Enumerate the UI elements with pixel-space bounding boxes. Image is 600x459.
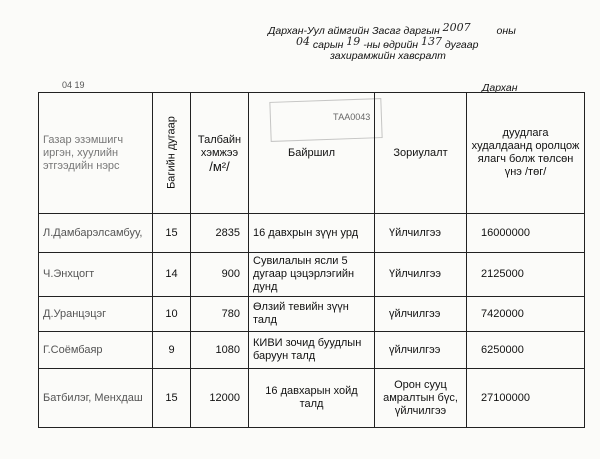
cell-owner: Ч.Энхцогт — [39, 253, 153, 297]
land-auction-table — [38, 92, 585, 428]
header-line-3: захирамжийн хавсралт — [330, 50, 446, 62]
col-header-owner: Газар эзэмшигч иргэн, хуулийн этгээдийн нэрс — [39, 93, 153, 214]
cell-purpose: үйлчилгээ — [375, 332, 467, 369]
cell-owner: Л.Дамбарэлсамбуу, — [39, 214, 153, 253]
cell-lot: 10 — [153, 297, 191, 332]
cell-price: 27100000 — [467, 369, 585, 428]
cell-price: 7420000 — [467, 297, 585, 332]
header-order-number: 137 — [420, 35, 442, 48]
col-header-location: Байршил — [249, 93, 375, 214]
table-row — [39, 253, 585, 297]
city-label: Дархан — [482, 82, 518, 94]
cell-area: 12000 — [191, 369, 249, 428]
header-year-label: оны — [496, 25, 516, 37]
cell-owner: Д.Уранцэцэг — [39, 297, 153, 332]
cell-location: Өлзий тевийн зүүн талд — [249, 297, 375, 332]
header-order-label: дугаар — [444, 39, 479, 51]
col-header-lot-number: Багийн дугаар — [153, 93, 191, 214]
cell-area: 2835 — [191, 214, 249, 253]
cell-owner: Г.Соёмбаяр — [39, 332, 153, 369]
header-prefix: Дархан-Уул аймгийн Засаг даргын — [268, 25, 440, 37]
table-row — [39, 214, 585, 253]
document-number: 04 19 — [62, 80, 85, 90]
cell-area: 900 — [191, 253, 249, 297]
cell-lot: 14 — [153, 253, 191, 297]
header-day-label: -ны өдрийн — [363, 39, 419, 51]
area-unit: /м²/ — [209, 158, 230, 174]
cell-location: 16 давхарын хойд талд — [249, 369, 375, 428]
header-month: 04 — [296, 35, 310, 48]
cell-price: 16000000 — [467, 214, 585, 253]
cell-purpose: Үйлчилгээ — [375, 214, 467, 253]
cell-area: 780 — [191, 297, 249, 332]
stamp-text: ТАА0043 — [333, 112, 371, 122]
col-header-area: Талбайн хэмжээ /м²/ — [191, 93, 249, 214]
cell-lot: 15 — [153, 214, 191, 253]
cell-location: Сувилалын ясли 5 дугаар цэцэрлэгийн дунд — [249, 253, 375, 297]
cell-price: 6250000 — [467, 332, 585, 369]
col-header-price: дуудлага худалдаанд оролцож ялагч болж төлсөн үнэ /төг/ — [467, 93, 585, 214]
cell-location: 16 давхрын зүүн урд — [249, 214, 375, 253]
cell-owner: Батбилэг, Менхдаш — [39, 369, 153, 428]
cell-area: 1080 — [191, 332, 249, 369]
table-header-row — [39, 93, 585, 214]
cell-lot: 15 — [153, 369, 191, 428]
table-row — [39, 297, 585, 332]
cell-purpose: үйлчилгээ — [375, 297, 467, 332]
table-row — [39, 332, 585, 369]
cell-purpose: Орон сууц амралтын бүс, үйлчилгээ — [375, 369, 467, 428]
col-header-purpose: Зориулалт — [375, 93, 467, 214]
cell-price: 2125000 — [467, 253, 585, 297]
table-row — [39, 369, 585, 428]
header-month-label: сарын — [312, 39, 344, 51]
header-year: 2007 — [442, 21, 471, 34]
cell-lot: 9 — [153, 332, 191, 369]
header-day: 19 — [346, 35, 361, 48]
cell-location: КИВИ зочид буудлын баруун талд — [249, 332, 375, 369]
cell-purpose: Үйлчилгээ — [375, 253, 467, 297]
